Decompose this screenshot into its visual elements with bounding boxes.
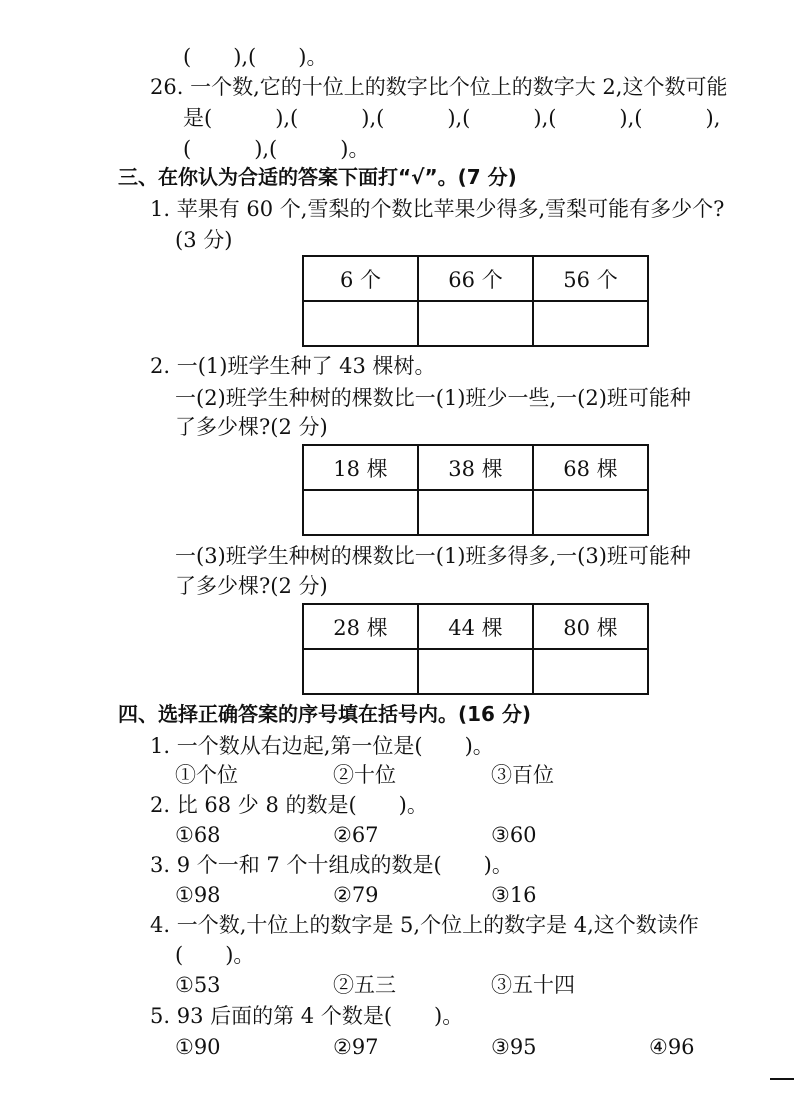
s3-q2a-option-cell: 68 棵 — [533, 445, 648, 490]
s3-q2a-answer-cell[interactable] — [418, 490, 533, 535]
q25-answer-blanks: ( ),( )。 — [183, 45, 328, 69]
s3-q2b-option-cell: 44 棵 — [418, 604, 533, 649]
s3-q2a-answer-cell[interactable] — [303, 490, 418, 535]
s4-q3-option: ③16 — [491, 883, 537, 907]
s3-q1-table — [302, 255, 649, 347]
s4-q2-stem: 2. 比 68 少 8 的数是( )。 — [150, 793, 428, 817]
s4-q2-option: ①68 — [175, 823, 221, 847]
s3-q2a-answer-cell[interactable] — [533, 490, 648, 535]
s4-q3-option: ①98 — [175, 883, 221, 907]
s4-q5-stem: 5. 93 后面的第 4 个数是( )。 — [150, 1004, 464, 1028]
s4-q5-option: ④96 — [649, 1035, 695, 1059]
section3-heading: 三、在你认为合适的答案下面打“√”。(7 分) — [118, 165, 517, 189]
q26-line2: 是( ),( ),( ),( ),( ),( ), — [183, 106, 721, 130]
page-edge-mark — [770, 1078, 794, 1080]
q26-line1: 26. 一个数,它的十位上的数字比个位上的数字大 2,这个数可能 — [150, 75, 728, 99]
s3-q2b-answer-cell[interactable] — [533, 649, 648, 694]
s3-q2-line3: 了多少棵?(2 分) — [175, 415, 328, 439]
s3-q2b-option-cell: 28 棵 — [303, 604, 418, 649]
s4-q5-option: ③95 — [491, 1035, 537, 1059]
q26-line3: ( ),( )。 — [183, 137, 370, 161]
s4-q4-stem-cont: ( )。 — [175, 943, 255, 967]
s3-q2-table-a — [302, 444, 649, 536]
s3-q1-answer-cell[interactable] — [533, 301, 648, 346]
s4-q5-option: ②97 — [333, 1035, 379, 1059]
s3-q2-table-b — [302, 603, 649, 695]
s3-q2b-answer-cell[interactable] — [303, 649, 418, 694]
s3-q2a-option-cell: 18 棵 — [303, 445, 418, 490]
s4-q4-stem: 4. 一个数,十位上的数字是 5,个位上的数字是 4,这个数读作 — [150, 913, 699, 937]
s4-q1-stem: 1. 一个数从右边起,第一位是( )。 — [150, 734, 494, 758]
s3-q1-answer-cell[interactable] — [303, 301, 418, 346]
s4-q1-option: ①个位 — [175, 763, 238, 787]
s4-q3-stem: 3. 9 个一和 7 个十组成的数是( )。 — [150, 853, 513, 877]
s4-q1-option: ③百位 — [491, 763, 554, 787]
s4-q2-option: ③60 — [491, 823, 537, 847]
s4-q1-option: ②十位 — [333, 763, 396, 787]
s3-q2-line5: 了多少棵?(2 分) — [175, 574, 328, 598]
s3-q2a-option-cell: 38 棵 — [418, 445, 533, 490]
s3-q1-option-cell: 6 个 — [303, 256, 418, 301]
s4-q5-option: ①90 — [175, 1035, 221, 1059]
s3-q2b-option-cell: 80 棵 — [533, 604, 648, 649]
s3-q2-line1: 2. 一(1)班学生种了 43 棵树。 — [150, 354, 436, 378]
s3-q1-line1: 1. 苹果有 60 个,雪梨的个数比苹果少得多,雪梨可能有多少个? — [150, 197, 725, 221]
s3-q1-option-cell: 66 个 — [418, 256, 533, 301]
s4-q4-option: ②五三 — [333, 973, 396, 997]
s3-q2b-answer-cell[interactable] — [418, 649, 533, 694]
s4-q4-option: ③五十四 — [491, 973, 575, 997]
s4-q3-option: ②79 — [333, 883, 379, 907]
s3-q1-option-cell: 56 个 — [533, 256, 648, 301]
s3-q2-line2: 一(2)班学生种树的棵数比一(1)班少一些,一(2)班可能种 — [175, 386, 691, 410]
s3-q1-line2: (3 分) — [175, 228, 233, 252]
s3-q1-answer-cell[interactable] — [418, 301, 533, 346]
s4-q4-option: ①53 — [175, 973, 221, 997]
s3-q2-line4: 一(3)班学生种树的棵数比一(1)班多得多,一(3)班可能种 — [175, 544, 691, 568]
section4-heading: 四、选择正确答案的序号填在括号内。(16 分) — [118, 702, 532, 726]
s4-q2-option: ②67 — [333, 823, 379, 847]
